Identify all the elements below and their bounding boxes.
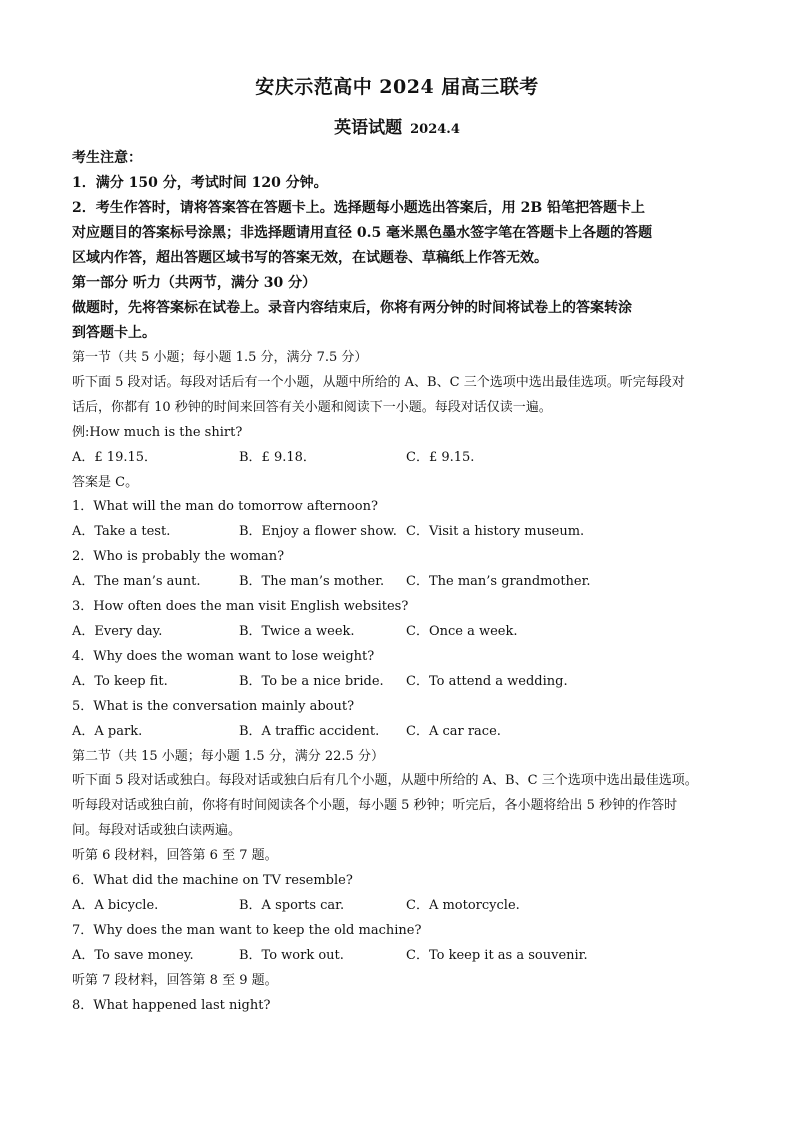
section2-heading: 第二节（共 15 小题；每小题 1.5 分，满分 22.5 分） [72, 748, 384, 764]
option-a: A．A bicycle. [72, 897, 159, 913]
option-c: C．A car race. [406, 723, 501, 739]
option-b: B．Enjoy a flower show. [239, 524, 397, 540]
section2-instruction-line-1: 听下面 5 段对话或独白。每段对话或独白后有几个小题，从题中所给的 A、B、C 三个选项中选出最佳选项。 [72, 773, 698, 789]
question-3: 3．How often does the man visit English websites? [72, 599, 409, 615]
question-1: 1．What will the man do tomorrow afternoon? [72, 499, 378, 515]
section2-instruction-line-3: 间。每段对话或独白读两遍。 [72, 823, 242, 839]
question-1-options [72, 520, 722, 545]
exam-content [72, 146, 722, 1018]
option-c: C．To keep it as a souvenir. [406, 947, 588, 963]
part1-heading: 第一部分 听力（共两节，满分 30 分） [72, 275, 317, 291]
option-c: C．To attend a wedding. [406, 673, 568, 689]
option-b: B．To be a nice bride. [239, 673, 384, 689]
material-6-instruction: 听第 6 段材料，回答第 6 至 7 题。 [72, 848, 278, 864]
option-b: B．Twice a week. [239, 623, 355, 639]
question-2-options [72, 570, 722, 595]
question-7: 7．Why does the man want to keep the old machine? [72, 922, 422, 938]
exam-date: 2024.4 [410, 122, 460, 137]
option-a: A．To save money. [72, 947, 194, 963]
example-option-c: C．£ 9.15. [406, 449, 475, 465]
part1-instruction-line-2: 到答题卡上。 [72, 325, 156, 341]
option-c: C．Once a week. [406, 623, 518, 639]
option-b: B．A traffic accident. [239, 723, 380, 739]
question-4-options [72, 670, 722, 695]
section1-instruction-line-2: 话后，你都有 10 秒钟的时间来回答有关小题和阅读下一小题。每段对话仅读一遍。 [72, 399, 552, 415]
note-item-1: 1．满分 150 分，考试时间 120 分钟。 [72, 175, 328, 191]
question-5: 5．What is the conversation mainly about? [72, 698, 355, 714]
question-6-options [72, 894, 722, 919]
option-b: B．The man’s mother. [239, 574, 385, 590]
example-answer: 答案是 C。 [72, 474, 139, 490]
section1-instruction-line-1: 听下面 5 段对话。每段对话后有一个小题，从题中所给的 A、B、C 三个选项中选出最佳选项。听完每段对 [72, 374, 685, 390]
question-6: 6．What did the machine on TV resemble? [72, 873, 353, 889]
question-5-options [72, 720, 722, 745]
example-question: 例:How much is the shirt? [72, 424, 243, 440]
question-8: 8．What happened last night? [72, 997, 271, 1013]
option-a: A．A park. [72, 723, 143, 739]
option-c: C．The man’s grandmother. [406, 574, 591, 590]
exam-title: 安庆示范高中 2024 届高三联考 [255, 76, 539, 98]
option-b: B．A sports car. [239, 897, 345, 913]
option-a: A．The man’s aunt. [72, 574, 201, 590]
option-c: C．A motorcycle. [406, 897, 520, 913]
option-c: C．Visit a history museum. [406, 524, 585, 540]
section2-instruction-line-2: 听每段对话或独白前，你将有时间阅读各个小题，每小题 5 秒钟；听完后，各小题将给出 5 秒钟的作答时 [72, 798, 678, 814]
question-7-options [72, 944, 722, 969]
exam-subtitle [0, 113, 794, 138]
option-a: A．To keep fit. [72, 673, 168, 689]
option-a: A．Every day. [72, 623, 163, 639]
option-a: A．Take a test. [72, 524, 171, 540]
question-4: 4．Why does the woman want to lose weight? [72, 648, 375, 664]
example-option-b: B．£ 9.18． [239, 449, 316, 465]
example-options [72, 446, 722, 471]
section1-heading: 第一节（共 5 小题；每小题 1.5 分，满分 7.5 分） [72, 350, 368, 365]
example-option-a: A．£ 19.15． [72, 449, 158, 465]
note-item-2-line-1: 2．考生作答时，请将答案答在答题卡上。选择题每小题选出答案后，用 2B 铅笔把答题卡上 [72, 200, 646, 216]
material-7-instruction: 听第 7 段材料，回答第 8 至 9 题。 [72, 972, 278, 988]
question-2: 2．Who is probably the woman? [72, 549, 285, 565]
notes-heading: 考生注意： [72, 150, 142, 166]
option-b: B．To work out. [239, 947, 344, 963]
part1-instruction-line-1: 做题时，先将答案标在试卷上。录音内容结束后，你将有两分钟的时间将试卷上的答案转涂 [72, 300, 632, 316]
note-item-2-line-3: 区域内作答，超出答题区域书写的答案无效，在试题卷、草稿纸上作答无效。 [72, 250, 548, 266]
question-3-options [72, 620, 722, 645]
subject-label: 英语试题 [334, 118, 403, 138]
note-item-2-line-2: 对应题目的答案标号涂黑；非选择题请用直径 0.5 毫米黑色墨水签字笔在答题卡上各题的答题 [72, 225, 653, 241]
